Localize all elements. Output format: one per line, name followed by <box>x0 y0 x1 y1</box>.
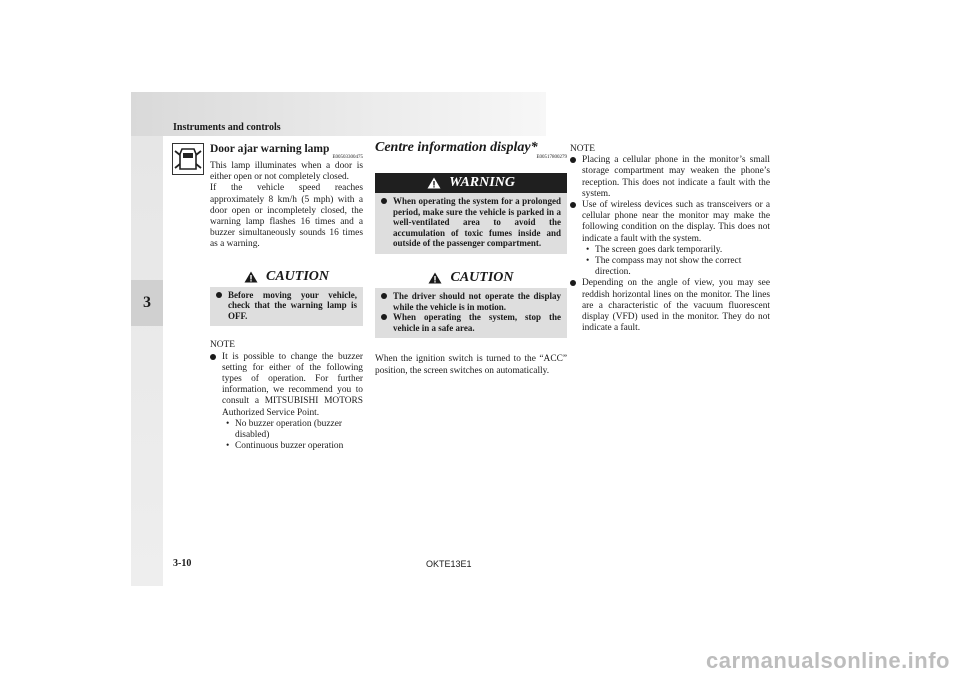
caution-item: The driver should not operate the display while the vehicle is in motion. <box>381 291 561 312</box>
warning-item: When operating the system for a prolonged period, make sure the vehicle is parked in a well-ventilated area to avoid the accumulation of toxic fumes inside and outside of the passenger compartment. <box>381 196 561 249</box>
note-item: It is possible to change the buzzer setting for either of the following types of operation. For further information, we recommend you to consult a MITSUBISHI MOTORS Authorized Service Point. <box>210 352 363 419</box>
note-item: Depending on the angle of view, you may see reddish horizontal lines on the monitor. The lines are a characteristic of the vacuum fluorescent display (VFD) used in the monitor. They do not indicate a fault. <box>570 278 770 334</box>
door-ajar-paragraph-1: This lamp illuminates when a door is either open or not completely closed. <box>210 161 363 183</box>
column-door-ajar <box>210 143 363 452</box>
chapter-tab[interactable]: 3 <box>131 280 163 326</box>
note-label: NOTE <box>570 144 595 154</box>
caution-body <box>210 287 363 327</box>
door-ajar-code: E00503300475 <box>332 155 363 160</box>
warning-triangle-icon <box>427 177 441 189</box>
page-number: 3-10 <box>173 558 192 569</box>
caution-label: CAUTION <box>450 270 514 286</box>
display-caution-box <box>375 268 567 338</box>
note-item: Use of wireless devices such as transceivers or a cellular phone near the monitor may make the following condition on the display. This does not indicate a fault with the system. <box>570 200 770 245</box>
warning-label: WARNING <box>449 175 515 191</box>
note-subitem: • The compass may not show the correct direction. <box>586 256 742 278</box>
door-ajar-paragraph-2: If the vehicle speed reaches approximately 8 km/h (5 mph) with a door open or incompletely closed, the warning lamp flashes 16 times and a buzzer simultaneously sounds 16 times as a warning. <box>210 183 363 250</box>
caution-body <box>375 288 567 338</box>
watermark: carmanualsonline.info <box>706 648 950 673</box>
note-label: NOTE <box>210 340 235 351</box>
door-ajar-title: Door ajar warning lamp <box>210 143 330 155</box>
note-subitem: • Continuous buzzer operation <box>226 441 344 452</box>
note-subitem: • The screen goes dark temporarily. <box>586 244 723 255</box>
warning-triangle-icon <box>428 272 442 284</box>
centre-display-code: E00517800279 <box>536 155 567 160</box>
caution-label: CAUTION <box>265 269 329 285</box>
door-ajar-icon <box>172 143 204 175</box>
column-centre-display <box>375 140 567 377</box>
section-header-title: Instruments and controls <box>173 122 281 133</box>
caution-item: Before moving your vehicle, check that the warning lamp is OFF. <box>216 290 357 322</box>
note-subitem: • No buzzer operation (buzzer disabled) <box>226 418 342 441</box>
caution-header <box>375 268 567 288</box>
column-display-notes <box>570 144 770 334</box>
warning-body <box>375 193 567 254</box>
centre-display-title: Centre information display* <box>375 140 538 155</box>
warning-triangle-icon <box>244 271 258 283</box>
acc-paragraph: When the ignition switch is turned to the “ACC” position, the screen switches on automatically. <box>375 354 567 376</box>
note-item: Placing a cellular phone in the monitor’s small storage compartment may weaken the phone’s reception. This does not indicate a fault with the system. <box>570 155 770 200</box>
caution-header <box>210 267 363 287</box>
chapter-side-rail <box>131 136 163 586</box>
warning-box <box>375 173 567 254</box>
document-code: OKTE13E1 <box>426 559 472 569</box>
caution-item: When operating the system, stop the vehicle in a safe area. <box>381 312 561 333</box>
warning-header <box>375 173 567 193</box>
door-ajar-caution-box <box>210 267 363 327</box>
